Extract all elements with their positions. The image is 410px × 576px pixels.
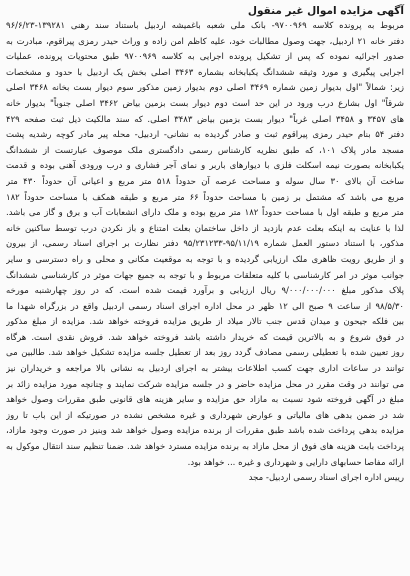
notice-line: در فوق شروع و به بالاترین قیمت که خریدار داشته باشد فروخته خواهد شد. فروش نقدی است. هرگاه <box>6 332 404 343</box>
notice-line: روز تعیین شده با تعطیلی رسمی مصادف گردد روز بعد از تعطیل جلسه مزایده تشکیل خواهد شد. طالبین می <box>6 348 404 359</box>
notice-line: صدور اجرائیه نموده که پس از تشکیل پرونده اجرایی به کلاسه ۹۷۰۰۹۶۹ طبق محتویات پرونده، عملیات <box>6 52 404 63</box>
notice-title: آگهی مزایده اموال غیر منقول <box>247 5 404 17</box>
notice-line: اجرایی پیگیری و مورد وثیقه ششدانگ یکبابخانه بشماره ۳۴۶۳ اصلی بخش یک اردبیل با حدود و مشخصات <box>6 67 404 78</box>
notice-line: مبلغ در آگهی فروخته شود نسبت به مازاد حق مزایده و سایر هزینه های قانونی طبق مقررات وصول خواهد <box>6 395 404 406</box>
notice-line: مزایده بدهی پرداخت شده باشد طبق مقررات از برنده مزایده وصول خواهد شد وبنیز در صورت وجود مازاد، <box>6 426 404 437</box>
notice-line: دفتر خانه ۲۱ اردبیل، جهت وصول مطالبات خود، علیه کاظم امن زاده و وراث حیدر رمزی پیراقوم، مبادرت به <box>6 36 404 47</box>
notice-line: متر مربع و طبقه اول با مساحت حدوداً ۱۸۲ متر مربع بوده و ملک دارای انشعابات آب و برق و گاز می باشد. <box>6 208 404 219</box>
notice-line: مذکور، با استناد دستور العمل شماره ۹۵/۱۱/۱۹-۹۵/۲۳۱۲۳۳ دفتر نظارت بر اجرای اسناد رسمی، از بیرون <box>6 239 404 250</box>
notice-line: یکبابخانه بصورت نیمه اسکلت فلزی با دیوارهای باربر و نمای آجر فشاری و درب ورودی آهنی بوده و قدمت <box>6 161 404 172</box>
notice-line: می توانند در وقت مقرر در محل مزایده حاضر و در جلسه مزایده شرکت نمایند و چنانچه مورد مزایده زائد بر <box>6 379 404 390</box>
notice-line: ارائه مفاصا حسابهای دارایی و شهرداری و غیره ... خواهد بود. <box>187 457 404 468</box>
notice-line: مسجد مادر پلاک ۱۰۱، که طبق نظریه کارشناس رسمی دادگستری ملک موصوف عبارتست از ششدانگ <box>6 145 404 156</box>
notice-line: ۹۸/۵/۳۰ از ساعت ۹ صبح الی ۱۲ ظهر در محل اداره اجرای اسناد رسمی اردبیل واقع در بزرگراه شهدا ما <box>6 301 404 312</box>
notice-signature: رییس اداره اجرای اسناد رسمی اردبیل- مجد <box>248 473 404 484</box>
notice-line: بین فلکه جیحون و میدان قدس جنب تالار میلاد از طریق مزایده فروخته خواهد شد. مزایده از مبلغ مذکور <box>6 317 404 328</box>
notice-line: ساخت آن بالای ۳۰ سال سوله و مساحت عرصه آن حدوداً ۵۱۸ متر مربع و اعیانی آن حدوداً ۴۳۰ متر <box>6 176 404 187</box>
notice-line: پرداخت بابت هزینه های فوق از محل مازاد به برنده مزایده مسترد خواهد شد. ضمنا تنظیم سند انتقال موکول به <box>6 442 404 453</box>
notice-line: شد در ضمن بدهی های مالیاتی و عوارض شهرداری و غیره مشخص نشده در صورتیکه از این باب تا روز <box>6 410 404 421</box>
notice-line: توانند در ساعات اداری جهت کسب اطلاعات بیشتر به اجرای اردبیل به نشانی بالا مراجعه و خریداران نیز <box>6 364 404 375</box>
notice-body <box>6 19 404 471</box>
notice-line: های ۳۴۵۷ و ۳۴۵۸ اصلی غرباً" دیوار بست بزمین بیاض ۳۴۸۳ اصلی. که سند مالکیت ذیل ثبت صفحه ۴۲۹ <box>6 114 404 125</box>
notice-line: مربوط به پرونده کلاسه ۹۷۰۰۹۶۹- بانک ملی شعبه باغمیشه اردبیل باستناد سند رهنی ۱۳۹۲۸۱-۹۶/۶/۲۳ <box>6 21 404 31</box>
notice-line: پلاک مذکور مبلغ ۹/۰۰۰/۰۰۰/۰۰۰ ریال ارزیابی و برآورد قیمت شده است. که در روز چهارشنبه مورخه <box>6 286 404 297</box>
notice-line: شرقاً" اول بشارع درب ورود در این حد است دوم دیوار بست بزمین بیاض ۳۴۶۲ اصلی جنوباً" بدیوار خانه <box>6 98 404 109</box>
notice-line: لذا با عنایت به اینکه بعلت عدم بازدید از داخل ساختمان بعلت امتناع و باز نکردن درب توسط ساکنین خانه <box>6 223 404 234</box>
notice-line: دفتر ۵۴ بنام حیدر رمزی پیراقوم ثبت و صادر گردیده به نشانی- اردبیل- محله پیر مادر کوچه رشدیه پشت <box>6 130 404 141</box>
notice-line: زیر: شمالاً "اول بدیوار زمین شماره ۳۴۶۹ اصلی دوم بدیوار زمین مذکور سوم دیوار بست بخانه ۳۴۶۸ اصلی <box>6 83 404 94</box>
notice-line: و از طریق رویت ظاهری ملک ارزیابی گردیده و با توجه به موقعیت مکانی و محلی و راه دسترسی و سایر <box>6 254 404 265</box>
notice-line: مربع می باشد که مشتمل بر زمین با مساحت حدوداً ۶۶ متر مربع و طبقه همکف با مساحت حدوداً ۱۸۲ <box>6 192 404 203</box>
notice-line: جوانب موثر در امر کارشناسی با کلیه متعلقات مربوط و با توجه به جمیع جهات موثر در کارشناسی ششدانگ <box>6 270 404 281</box>
